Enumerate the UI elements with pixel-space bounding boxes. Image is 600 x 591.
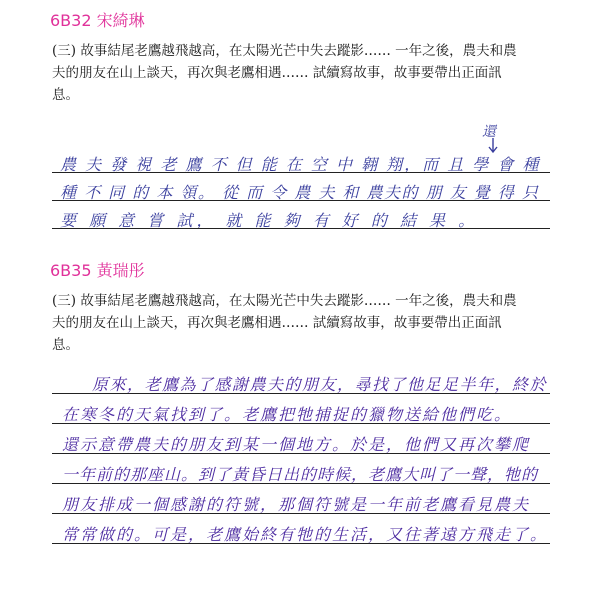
prompt-line: 夫的朋友在山上談天，再次與老鷹相遇…… 試續寫故事，故事要帶出正面訊 (52, 65, 502, 81)
ruled-line (52, 393, 550, 394)
ruled-line (52, 513, 550, 514)
prompt-line: (三) 故事結尾老鷹越飛越高，在太陽光芒中失去蹤影…… 一年之後，農夫和農 (52, 293, 517, 309)
ruled-line (52, 172, 550, 173)
section-6b35 (0, 250, 600, 591)
prompt-line: (三) 故事結尾老鷹越飛越高，在太陽光芒中失去蹤影…… 一年之後，農夫和農 (52, 43, 517, 59)
ruled-line (52, 483, 550, 484)
question-prompt (52, 290, 592, 356)
handwritten-line: 還示意帶農夫的朋友到某一個地方。於是，他們又再次攀爬 (62, 435, 531, 454)
prompt-line: 夫的朋友在山上談天，再次與老鷹相遇…… 試續寫故事，故事要帶出正面訊 (52, 315, 502, 331)
student-heading: 6B32 宋綺琳 (50, 11, 145, 30)
handwritten-line: 要 願 意 嘗 試， 就 能 夠 有 好 的 結 果 。 (60, 211, 479, 230)
section-6b32 (0, 0, 600, 245)
handwritten-line: 原來，老鷹為了感謝農夫的朋友，尋找了他足足半年，終於 (92, 375, 548, 394)
prompt-line: 息。 (52, 337, 79, 353)
insertion-mark: 還 (482, 124, 496, 140)
question-prompt (52, 40, 592, 106)
ruled-line (52, 543, 550, 544)
handwritten-line: 在寒冬的天氣找到了。老鷹把牠捕捉的獵物送給他們吃。 (62, 405, 513, 424)
handwritten-line: 農 夫 發 視 老 鷹 不 但 能 在 空 中 翱 翔，而 且 學 會 種 (60, 155, 541, 174)
handwritten-line: 常常做的。可是，老鷹始終有牠的生活，又往著遠方飛走了。 (62, 525, 549, 544)
handwritten-line: 一年前的那座山。到了黃昏日出的時候，老鷹大叫了一聲，牠的 (62, 465, 539, 484)
prompt-line: 息。 (52, 87, 79, 103)
handwritten-line: 朋友排成一個感謝的符號，那個符號是一年前老鷹看見農夫 (62, 495, 531, 514)
ruled-line (52, 423, 550, 424)
handwritten-line: 種 不 同 的 本 領。 從 而 令 農 夫 和 農夫的 朋 友 覺 得 只 (60, 183, 540, 202)
student-heading: 6B35 黃瑞彤 (50, 261, 145, 280)
ruled-line (52, 228, 550, 229)
ruled-line (52, 453, 550, 454)
ruled-line (52, 200, 550, 201)
